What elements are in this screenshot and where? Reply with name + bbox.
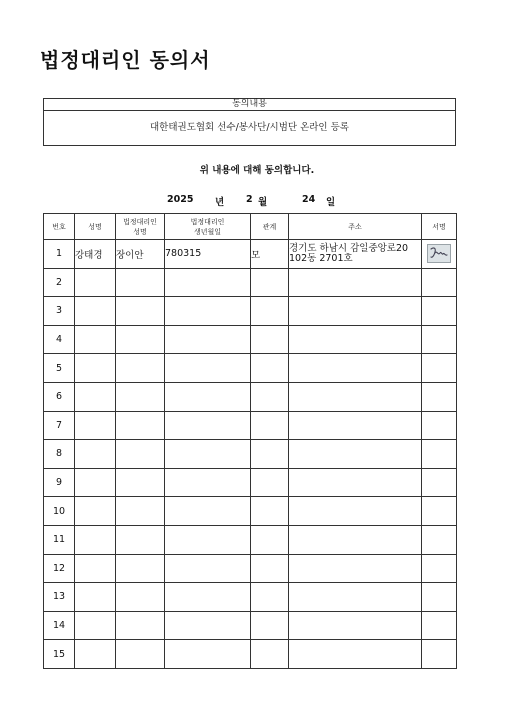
cell-address xyxy=(289,411,422,440)
address-line: 102동 2701호 xyxy=(289,252,353,264)
table-row xyxy=(44,240,457,269)
cell-address xyxy=(289,525,422,554)
cell-guardian-name xyxy=(116,611,165,640)
consent-content: 대한태권도협회 선수/봉사단/시범단 온라인 등록 xyxy=(149,122,349,133)
cell-relation xyxy=(251,611,289,640)
cell-name xyxy=(75,440,116,469)
cell-address xyxy=(289,382,422,411)
table-row xyxy=(44,268,457,297)
cell-no: 1 xyxy=(44,240,75,269)
consent-header: 동의내용 xyxy=(44,99,455,111)
cell-address xyxy=(289,611,422,640)
page-title: 법정대리인 동의서 xyxy=(40,48,211,72)
cell-no: 12 xyxy=(44,554,75,583)
date-day-label: 일 xyxy=(326,197,336,208)
cell-no: 11 xyxy=(44,525,75,554)
cell-relation xyxy=(251,268,289,297)
cell-address xyxy=(289,440,422,469)
table-header-row xyxy=(44,214,457,240)
cell-relation xyxy=(251,525,289,554)
cell-name xyxy=(75,268,116,297)
consent-box xyxy=(43,98,456,146)
cell-name xyxy=(75,554,116,583)
table-row xyxy=(44,583,457,612)
cell-guardian-name xyxy=(116,325,165,354)
cell-name xyxy=(75,583,116,612)
agreement-statement: 위 내용에 대해 동의합니다. xyxy=(199,165,315,176)
cell-guardian-birth xyxy=(165,297,251,326)
table-row xyxy=(44,468,457,497)
table-row xyxy=(44,611,457,640)
cell-address xyxy=(289,325,422,354)
cell-relation: 모 xyxy=(251,240,289,269)
header-no: 번호 xyxy=(44,214,75,240)
cell-name xyxy=(75,325,116,354)
cell-guardian-birth xyxy=(165,497,251,526)
cell-address xyxy=(289,497,422,526)
cell-signature xyxy=(422,325,457,354)
cell-guardian-birth xyxy=(165,325,251,354)
cell-guardian-birth xyxy=(165,583,251,612)
date-month-label: 월 xyxy=(258,197,268,208)
cell-relation xyxy=(251,497,289,526)
cell-address xyxy=(289,583,422,612)
cell-guardian-birth xyxy=(165,268,251,297)
cell-relation xyxy=(251,354,289,383)
cell-signature xyxy=(422,583,457,612)
cell-address xyxy=(289,240,422,269)
cell-relation xyxy=(251,440,289,469)
cell-address xyxy=(289,354,422,383)
cell-name: 강태경 xyxy=(75,240,116,269)
cell-no: 3 xyxy=(44,297,75,326)
date-year-label: 년 xyxy=(215,197,225,208)
cell-no: 13 xyxy=(44,583,75,612)
cell-guardian-name xyxy=(116,583,165,612)
cell-no: 6 xyxy=(44,382,75,411)
cell-address xyxy=(289,468,422,497)
cell-signature xyxy=(422,525,457,554)
cell-relation xyxy=(251,583,289,612)
date-day: 24 xyxy=(302,194,316,205)
cell-guardian-name xyxy=(116,497,165,526)
cell-name xyxy=(75,497,116,526)
cell-relation xyxy=(251,468,289,497)
cell-guardian-birth xyxy=(165,554,251,583)
cell-guardian-birth xyxy=(165,468,251,497)
cell-guardian-name xyxy=(116,640,165,669)
table-row xyxy=(44,497,457,526)
cell-guardian-birth xyxy=(165,440,251,469)
guardian-table xyxy=(43,213,457,669)
cell-guardian-birth xyxy=(165,382,251,411)
cell-guardian-name xyxy=(116,268,165,297)
cell-guardian-birth: 780315 xyxy=(165,240,251,269)
address-line: 경기도 하남시 감일중앙로20 xyxy=(289,242,409,254)
cell-name xyxy=(75,382,116,411)
cell-guardian-birth xyxy=(165,411,251,440)
header-guardian-birth: 법정대리인 생년월일 xyxy=(165,214,251,240)
cell-address xyxy=(289,268,422,297)
cell-address xyxy=(289,297,422,326)
table-row xyxy=(44,382,457,411)
table-row xyxy=(44,440,457,469)
cell-guardian-birth xyxy=(165,611,251,640)
cell-no: 7 xyxy=(44,411,75,440)
cell-relation xyxy=(251,411,289,440)
cell-guardian-name xyxy=(116,411,165,440)
header-address: 주소 xyxy=(289,214,422,240)
cell-guardian-name xyxy=(116,525,165,554)
cell-no: 5 xyxy=(44,354,75,383)
cell-no: 10 xyxy=(44,497,75,526)
header-guardian-name: 법정대리인 성명 xyxy=(116,214,165,240)
cell-no: 14 xyxy=(44,611,75,640)
cell-relation xyxy=(251,297,289,326)
table-row xyxy=(44,297,457,326)
table-row xyxy=(44,411,457,440)
cell-no: 15 xyxy=(44,640,75,669)
cell-signature xyxy=(422,611,457,640)
cell-guardian-birth xyxy=(165,640,251,669)
cell-guardian-name xyxy=(116,382,165,411)
cell-name xyxy=(75,611,116,640)
cell-signature xyxy=(422,411,457,440)
header-signature: 서명 xyxy=(422,214,457,240)
cell-signature xyxy=(422,440,457,469)
cell-signature xyxy=(422,497,457,526)
header-relation: 관계 xyxy=(251,214,289,240)
cell-name xyxy=(75,468,116,497)
cell-no: 4 xyxy=(44,325,75,354)
cell-signature xyxy=(422,240,457,269)
cell-guardian-name xyxy=(116,354,165,383)
table-row xyxy=(44,325,457,354)
cell-no: 8 xyxy=(44,440,75,469)
cell-no: 9 xyxy=(44,468,75,497)
cell-guardian-birth xyxy=(165,525,251,554)
cell-signature xyxy=(422,468,457,497)
table-row xyxy=(44,525,457,554)
cell-address xyxy=(289,554,422,583)
cell-relation xyxy=(251,382,289,411)
date-month: 2 xyxy=(246,194,253,205)
cell-signature xyxy=(422,640,457,669)
cell-signature xyxy=(422,354,457,383)
cell-relation xyxy=(251,640,289,669)
cell-name xyxy=(75,525,116,554)
cell-guardian-name xyxy=(116,468,165,497)
cell-name xyxy=(75,411,116,440)
table-row xyxy=(44,640,457,669)
date-year: 2025 xyxy=(167,194,194,205)
cell-guardian-birth xyxy=(165,354,251,383)
table-row xyxy=(44,354,457,383)
header-name: 성명 xyxy=(75,214,116,240)
cell-signature xyxy=(422,382,457,411)
cell-signature xyxy=(422,268,457,297)
signature-icon xyxy=(427,244,451,263)
cell-guardian-name: 장이안 xyxy=(116,240,165,269)
cell-address xyxy=(289,640,422,669)
cell-relation xyxy=(251,325,289,354)
cell-guardian-name xyxy=(116,297,165,326)
cell-name xyxy=(75,297,116,326)
cell-name xyxy=(75,640,116,669)
cell-name xyxy=(75,354,116,383)
cell-relation xyxy=(251,554,289,583)
cell-guardian-name xyxy=(116,440,165,469)
cell-no: 2 xyxy=(44,268,75,297)
cell-signature xyxy=(422,297,457,326)
cell-signature xyxy=(422,554,457,583)
cell-guardian-name xyxy=(116,554,165,583)
table-body xyxy=(44,240,457,669)
table-row xyxy=(44,554,457,583)
